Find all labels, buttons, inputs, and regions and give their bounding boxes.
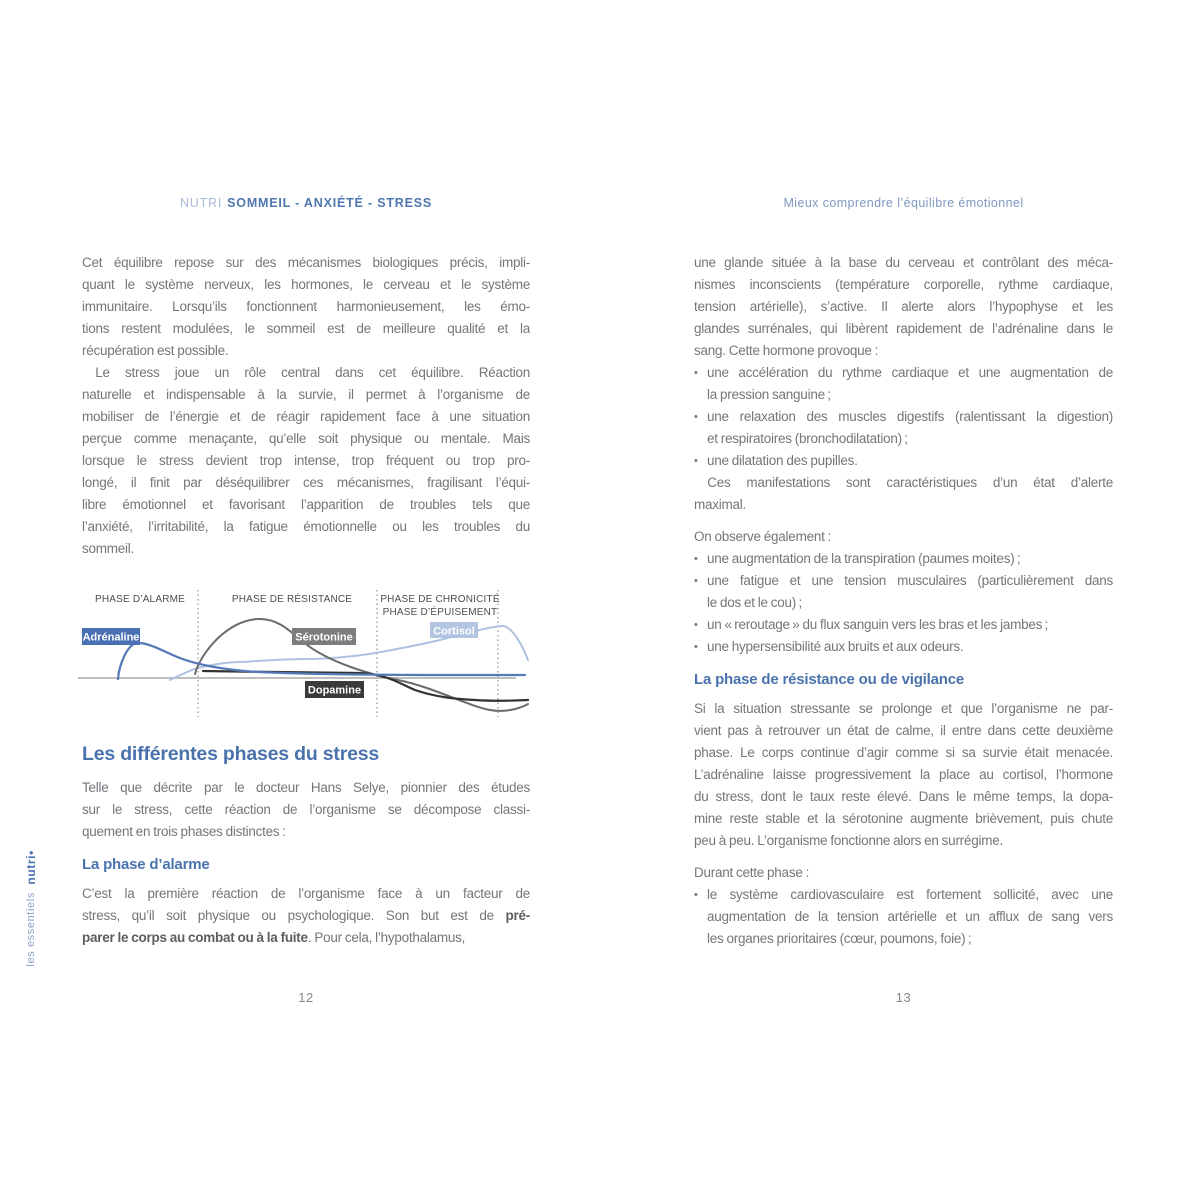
subheading-alarm-phase: La phase d’alarme: [82, 856, 210, 873]
phase-label: PHASE DE CHRONICITÉ PHASE D’ÉPUISEMENT: [380, 594, 500, 618]
brand-dot: •: [24, 850, 38, 855]
bullet-marker: •: [694, 553, 698, 565]
bullet-item: • une hypersensibilité aux bruits et aux odeurs.: [694, 636, 1113, 658]
page-number-left: 12: [298, 990, 314, 1005]
running-header-right: Mieux comprendre l’équilibre émotionnel: [783, 196, 1024, 210]
brand-light-text: les essentiels: [25, 892, 37, 967]
bullet-marker: •: [694, 641, 698, 653]
running-header-title: SOMMEIL - ANXIÉTÉ - STRESS: [227, 196, 433, 210]
book-spine-brand: [24, 850, 38, 967]
bullet-item: • une relaxation des muscles digestifs (ralentissant la digestion) et respiratoires (bronchodilatation) ;: [694, 406, 1113, 450]
bullet-marker: •: [694, 575, 698, 587]
paragraph: Si la situation stressante se prolonge et que l’organisme ne par- vient pas à retrouver un état de calme, il entre dans cette deuxième phase. Le corps continue d’agir comme si sa survie était menacée. L’adrénaline laisse progressivement la place au cortisol, l’hormone du stress, dont le taux reste élevé. Dans le même temps, la dopa- mine reste stable et la sérotonine augmente brièvement, puis chute peu à peu. L’organisme fonctionne alors en surrégime.: [694, 701, 1113, 848]
bullet-item: • une accélération du rythme cardiaque et une augmentation de la pression sanguine ;: [694, 362, 1113, 406]
bullet-marker: •: [694, 619, 698, 631]
bullet-marker: •: [694, 455, 698, 467]
bullet-list: [694, 884, 1113, 950]
phase-label: PHASE DE RÉSISTANCE: [231, 594, 353, 605]
bullet-item: • le système cardiovasculaire est fortement sollicité, avec une augmentation de la tension artérielle et un afflux de sang vers les organes prioritaires (cœur, poumons, foie) ;: [694, 884, 1113, 950]
running-header-brand: NUTRI: [179, 196, 223, 210]
paragraph: C’est la première réaction de l’organisme face à un facteur de stress, qu’il soit physique ou psychologique. Son but est de pré- parer le corps au combat ou à la fuite. Pour cela, l’hypothalamus,: [82, 886, 530, 945]
bullet-item: • un « reroutage » du flux sanguin vers les bras et les jambes ;: [694, 614, 1113, 636]
running-header-left: [82, 196, 530, 214]
paragraph: Durant cette phase :: [694, 865, 810, 880]
paragraph: On observe également :: [694, 529, 832, 544]
serotonine-label: Sérotonine: [295, 631, 353, 644]
bullet-list: [694, 362, 1113, 472]
paragraph: Cet équilibre repose sur des mécanismes biologiques précis, impli- quant le système nerveux, les hormones, le cerveau et le système immunitaire. Lorsqu’ils fonctionnent harmonieusement, les émo- tions restent modulées, le sommeil est de meilleure qualité et la récupération est possible.: [82, 255, 530, 358]
stress-phases-svg: [78, 586, 530, 721]
bullet-list: [694, 548, 1113, 658]
bullet-item: • une fatigue et une tension musculaires (particulièrement dans le dos et le cou) ;: [694, 570, 1113, 614]
bullet-marker: •: [694, 367, 698, 379]
paragraph: Le stress joue un rôle central dans cet équilibre. Réaction naturelle et indispensable à la survie, il permet à l’organisme de mobiliser de l’énergie et de réagir rapidement face à une situation perçue comme menaçante, qu’elle soit physique ou mentale. Mais lorsque le stress devient trop intense, trop fréquent ou trop pro- longé, il finit par déséquilibrer ces mécanismes, fragilisant l’équi- libre émotionnel et favorisant l’apparition de troubles tels que l’anxiété, l’irritabilité, la fatigue émotionnelle ou les troubles du sommeil.: [82, 365, 530, 556]
adrenaline-curve: [118, 643, 525, 679]
page-number-right: 13: [895, 990, 912, 1005]
brand-bold-text: nutri: [24, 854, 38, 885]
bullet-marker: •: [694, 411, 698, 423]
bullet-item: • une dilatation des pupilles.: [694, 450, 1113, 472]
right-page: [694, 196, 1113, 1005]
section-title: Les différentes phases du stress: [82, 743, 380, 765]
dopamine-label: Dopamine: [307, 684, 362, 697]
subheading-resistance-phase: La phase de résistance ou de vigilance: [694, 671, 965, 688]
adrenaline-label: Adrénaline: [82, 631, 140, 644]
phase-label: PHASE D’ALARME: [94, 594, 186, 605]
paragraph: Telle que décrite par le docteur Hans Selye, pionnier des études sur le stress, cette réaction de l’organisme se décompose classi- quement en trois phases distinctes :: [82, 780, 530, 839]
stress-phases-figure: [78, 586, 530, 721]
bullet-marker: •: [694, 889, 698, 901]
bullet-item: • une augmentation de la transpiration (paumes moites) ;: [694, 548, 1113, 570]
paragraph: Ces manifestations sont caractéristiques d’un état d’alerte maximal.: [694, 475, 1113, 512]
paragraph: une glande située à la base du cerveau et contrôlant des méca- nismes inconscients (température corporelle, rythme cardiaque, tension artérielle), s’active. Il alerte alors l’hypophyse et les glandes surrénales, qui libèrent rapidement de l’adrénaline dans le sang. Cette hormone provoque :: [694, 255, 1113, 358]
cortisol-label: Cortisol: [433, 625, 475, 638]
left-page: [82, 196, 530, 1005]
